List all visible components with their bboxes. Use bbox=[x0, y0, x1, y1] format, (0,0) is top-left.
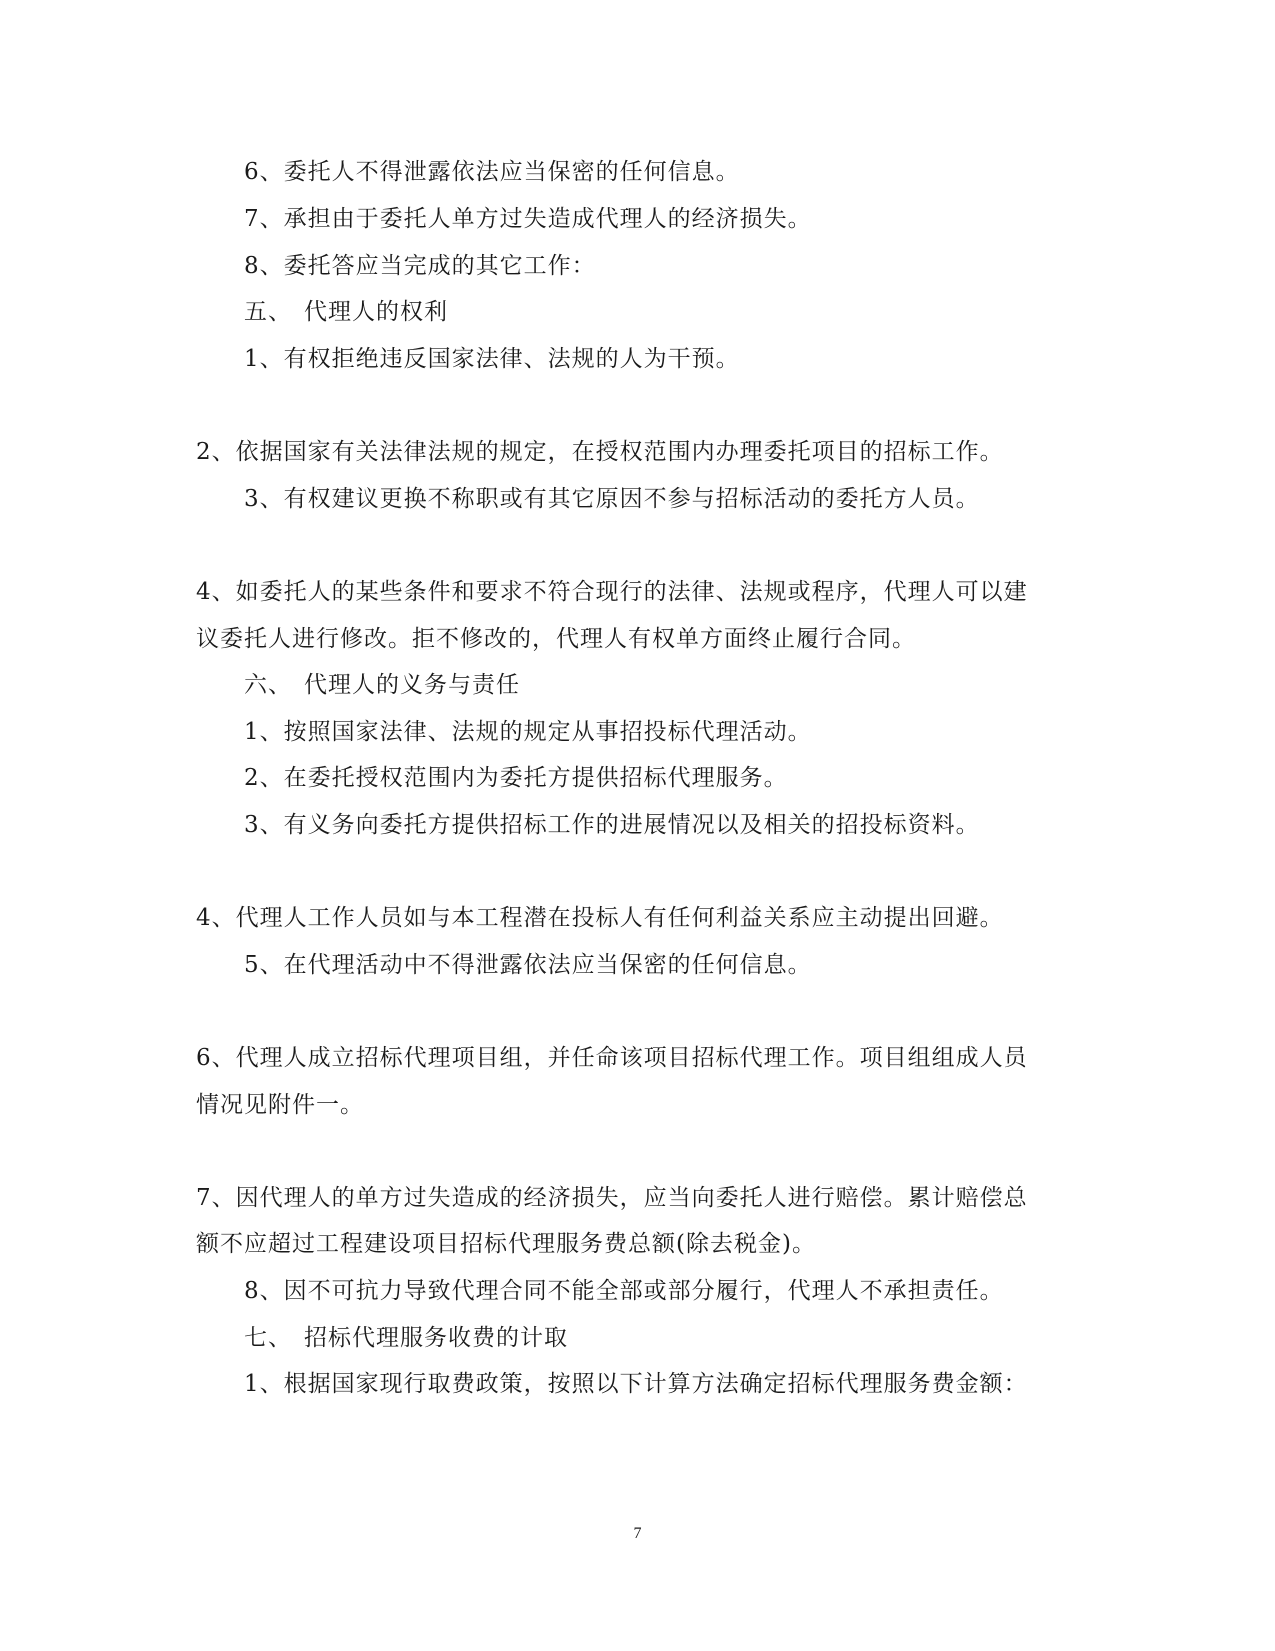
text-line: 5、在代理活动中不得泄露依法应当保密的任何信息。 bbox=[244, 952, 812, 978]
text-line: 情况见附件一。 bbox=[196, 1092, 364, 1118]
section-number: 七、 bbox=[244, 1325, 292, 1351]
text-line: 1、按照国家法律、法规的规定从事招投标代理活动。 bbox=[244, 719, 812, 745]
text-line: 2、依据国家有关法律法规的规定，在授权范围内办理委托项目的招标工作。 bbox=[196, 439, 1004, 465]
text-line: 7、承担由于委托人单方过失造成代理人的经济损失。 bbox=[244, 206, 812, 232]
text-line: 8、因不可抗力导致代理合同不能全部或部分履行，代理人不承担责任。 bbox=[244, 1278, 1004, 1304]
text-line: 8、委托答应当完成的其它工作： bbox=[244, 253, 596, 279]
section-number: 五、 bbox=[244, 299, 292, 325]
section-heading bbox=[244, 297, 448, 327]
section-title: 代理人的权利 bbox=[304, 299, 448, 325]
text-line: 1、有权拒绝违反国家法律、法规的人为干预。 bbox=[244, 346, 740, 372]
text-line: 额不应超过工程建设项目招标代理服务费总额(除去税金)。 bbox=[196, 1231, 816, 1257]
text-line: 3、有权建议更换不称职或有其它原因不参与招标活动的委托方人员。 bbox=[244, 486, 980, 512]
section-heading bbox=[244, 1323, 568, 1353]
page-number: 7 bbox=[633, 1525, 642, 1542]
text-line: 3、有义务向委托方提供招标工作的进展情况以及相关的招投标资料。 bbox=[244, 812, 980, 838]
section-number: 六、 bbox=[244, 672, 292, 698]
text-line: 2、在委托授权范围内为委托方提供招标代理服务。 bbox=[244, 765, 788, 791]
text-line: 4、代理人工作人员如与本工程潜在投标人有任何利益关系应主动提出回避。 bbox=[196, 905, 1004, 931]
text-line: 6、委托人不得泄露依法应当保密的任何信息。 bbox=[244, 159, 740, 185]
section-title: 代理人的义务与责任 bbox=[304, 672, 520, 698]
text-line: 7、因代理人的单方过失造成的经济损失，应当向委托人进行赔偿。累计赔偿总 bbox=[196, 1185, 1028, 1211]
text-line: 议委托人进行修改。拒不修改的，代理人有权单方面终止履行合同。 bbox=[196, 626, 916, 652]
text-line: 6、代理人成立招标代理项目组，并任命该项目招标代理工作。项目组组成人员 bbox=[196, 1045, 1028, 1071]
section-title: 招标代理服务收费的计取 bbox=[304, 1325, 568, 1351]
text-line: 1、根据国家现行取费政策，按照以下计算方法确定招标代理服务费金额： bbox=[244, 1371, 1028, 1397]
section-heading bbox=[244, 670, 520, 700]
text-line: 4、如委托人的某些条件和要求不符合现行的法律、法规或程序，代理人可以建 bbox=[196, 579, 1028, 605]
